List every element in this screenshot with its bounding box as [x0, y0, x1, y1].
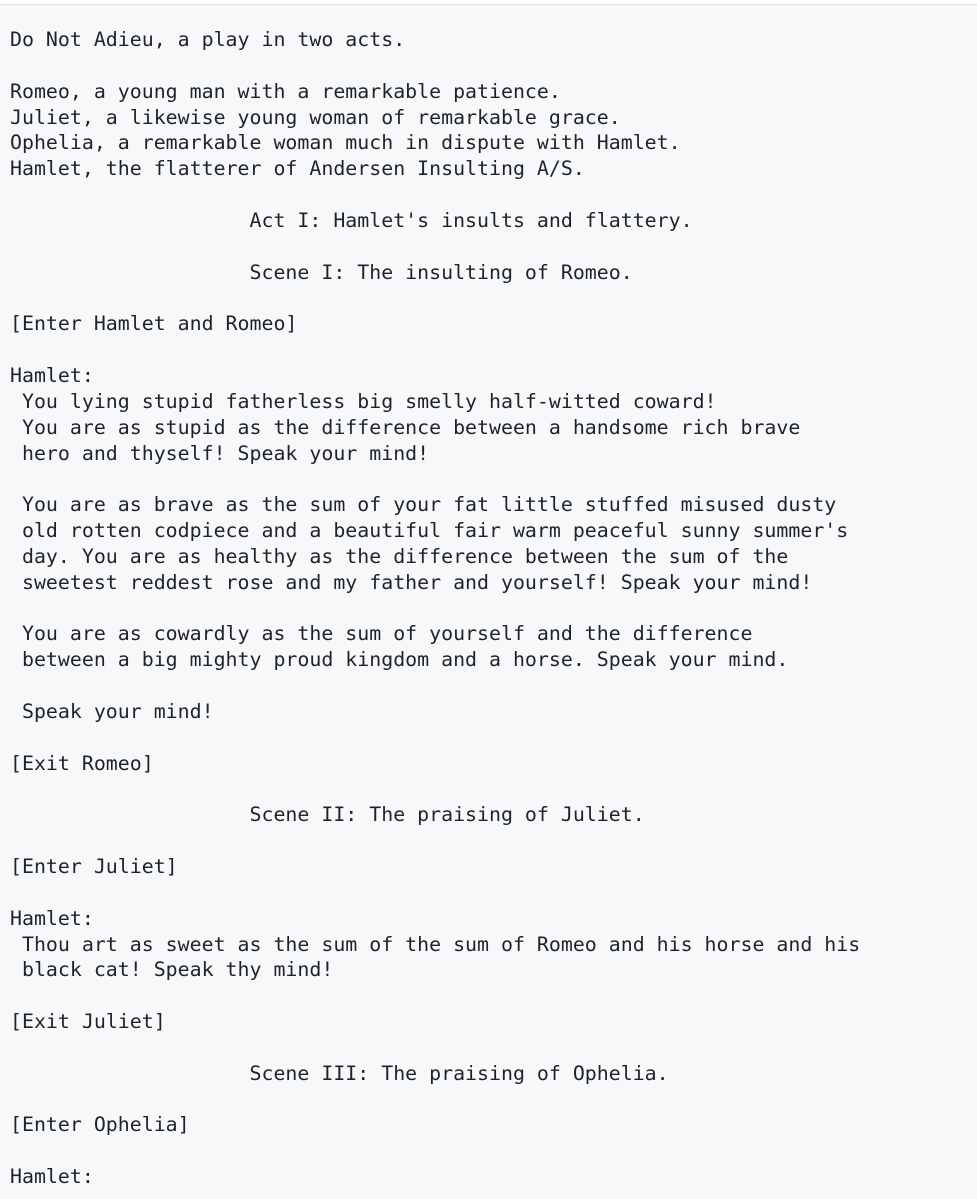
code-line: You lying stupid fatherless big smelly half-witted coward!: [10, 389, 717, 413]
code-line: Hamlet:: [10, 363, 94, 387]
code-line: You are as stupid as the difference between a handsome rich brave: [10, 415, 801, 439]
code-line: Hamlet:: [10, 906, 94, 930]
code-line: You are as cowardly as the sum of yourself and the difference: [10, 622, 753, 646]
code-line: [10, 234, 977, 260]
code-line: black cat! Speak thy mind!: [10, 958, 334, 982]
code-line: Hamlet:: [10, 1165, 94, 1189]
code-line: [10, 776, 977, 802]
code-line: old rotten codpiece and a beautiful fair warm peaceful sunny summer's: [10, 519, 849, 543]
code-line: sweetest reddest rose and my father and yourself! Speak your mind!: [10, 570, 813, 594]
code-line: [Exit Juliet]: [10, 1010, 166, 1034]
code-line: [10, 53, 977, 79]
code-line: [10, 725, 977, 751]
code-line: [10, 337, 977, 363]
code-line: [10, 983, 977, 1009]
code-line: [10, 1087, 977, 1113]
code-line: Thou art as sweet as the sum of the sum of Romeo and his horse and his: [10, 932, 861, 956]
code-line: [10, 285, 977, 311]
code-line: Romeo, a young man with a remarkable patience.: [10, 79, 561, 103]
code-block: [0, 4, 977, 1199]
code-line: [Enter Hamlet and Romeo]: [10, 312, 298, 336]
code-line: [10, 880, 977, 906]
code-line: Ophelia, a remarkable woman much in dispute with Hamlet.: [10, 131, 681, 155]
code-line: [10, 828, 977, 854]
code-line: [10, 1138, 977, 1164]
code-line: Hamlet, the flatterer of Andersen Insulting A/S.: [10, 157, 585, 181]
code-line: hero and thyself! Speak your mind!: [10, 441, 430, 465]
code-line: day. You are as healthy as the difference between the sum of the: [10, 544, 789, 568]
code-line: [10, 466, 977, 492]
code-line: [10, 673, 977, 699]
code-line: Juliet, a likewise young woman of remarkable grace.: [10, 105, 621, 129]
code-line: Scene I: The insulting of Romeo.: [10, 260, 633, 284]
code-line: [Enter Ophelia]: [10, 1113, 190, 1137]
code-line: [Enter Juliet]: [10, 855, 178, 878]
code-line: Act I: Hamlet's insults and flattery.: [10, 208, 693, 232]
code-line: between a big mighty proud kingdom and a horse. Speak your mind.: [10, 648, 789, 672]
code-line: Do Not Adieu, a play in two acts.: [10, 28, 406, 51]
code-text: [0, 5, 977, 1190]
code-line: Speak your mind!: [10, 699, 214, 723]
code-line: [10, 596, 977, 622]
code-line: [10, 182, 977, 208]
code-line: Scene II: The praising of Juliet.: [10, 803, 645, 827]
code-line: [10, 1035, 977, 1061]
code-line: [Exit Romeo]: [10, 751, 154, 775]
code-line: You are as brave as the sum of your fat little stuffed misused dusty: [10, 493, 837, 517]
code-line: Scene III: The praising of Ophelia.: [10, 1061, 669, 1085]
